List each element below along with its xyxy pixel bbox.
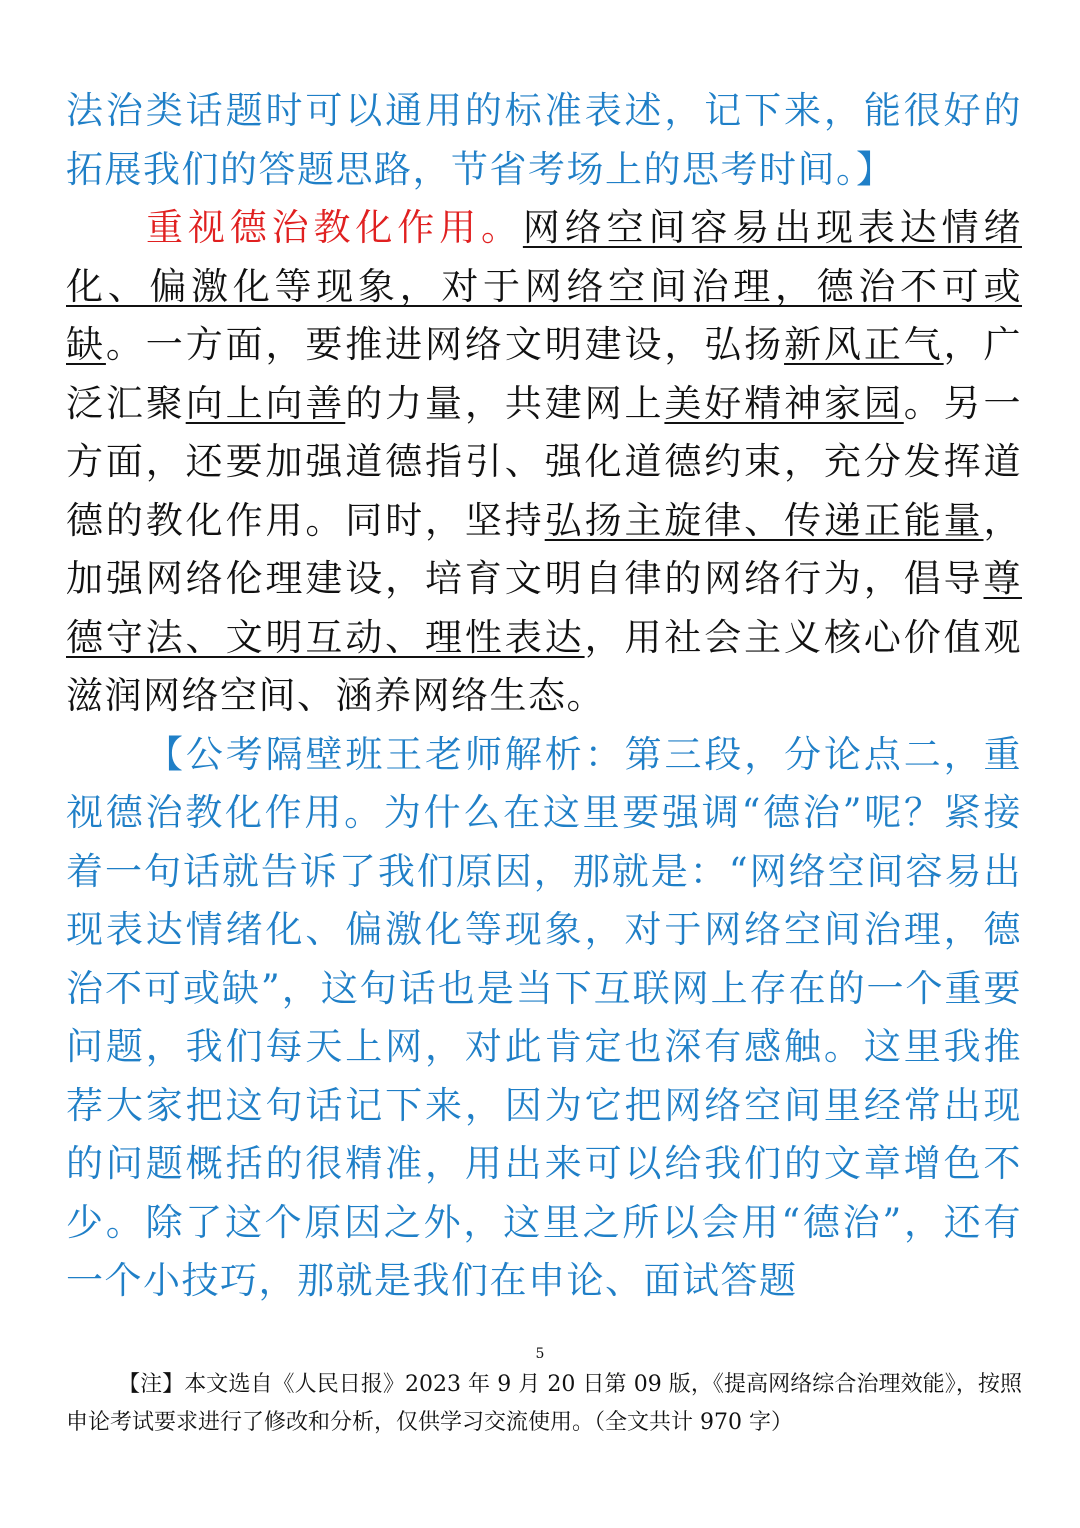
analysis-paragraph	[66, 726, 1022, 1311]
analysis-continuation-paragraph	[66, 82, 1022, 199]
underlined-phrase: 弘扬主旋律、传递正能量	[544, 498, 984, 542]
underlined-phrase: 向上向善	[185, 381, 346, 425]
underlined-phrase: 美好精神家园	[664, 381, 904, 425]
body-text-segment: ，加强网络伦理建设，培育文明自律的网络行为，倡导	[66, 498, 1023, 600]
underlined-key-sentence: 网络空间容易出现表达情绪化、偏激化等现象，对于网络空间治理，德治不可或缺	[66, 206, 1022, 366]
footnote: 【注】本文选自《人民日报》2023 年 9 月 20 日第 09 版，《提高网络综合治理效能》，按照申论考试要求进行了修改和分析，仅供学习交流使用。（全文共计 970 字）	[66, 1372, 1022, 1435]
body-text-segment: 。另一方面，还要加强道德指引、强化道德约束，充分发挥道德的教化作用。同时，坚持	[66, 381, 1023, 542]
analysis-text: 【公考隔壁班王老师解析：第三段，分论点二，重视德治教化作用。为什么在这里要强调“德治”呢？紧接着一句话就告诉了我们原因，那就是：“网络空间容易出现表达情绪化、偏激化等现象，对于网络空间治理，德治不可或缺”，这句话也是当下互联网上存在的一个重要问题，我们每天上网，对此肯定也深有感触。这里我推荐大家把这句话记下来，因为它把网络空间里经常出现的问题概括的很精准，用出来可以给我们的文章增色不少。除了这个原因之外，这里之所以会用“德治”，还有一个小技巧，那就是我们在申论、面试答题	[66, 732, 1022, 1302]
underlined-phrase: 新风正气	[784, 323, 944, 366]
underlined-phrase: 尊德守法、文明互动、理性表达	[66, 557, 1022, 659]
body-paragraph-moral-governance	[66, 199, 1022, 726]
page-number: 5	[535, 1346, 545, 1362]
body-text-segment: ，用社会主义核心价值观滋润网络空间、涵养网络生态。	[66, 615, 1023, 717]
analysis-continuation-text: 法治类话题时可以通用的标准表述，记下来，能很好的拓展我们的答题思路，节省考场上的思考时间。】	[66, 89, 1022, 191]
body-text-segment: ，广泛汇聚	[66, 323, 1023, 425]
body-text-segment: 的力量，共建网上	[345, 381, 665, 425]
body-text-segment: 。一方面，要推进网络文明建设，弘扬	[105, 323, 785, 366]
section-heading: 重视德治教化作用。	[146, 206, 523, 249]
